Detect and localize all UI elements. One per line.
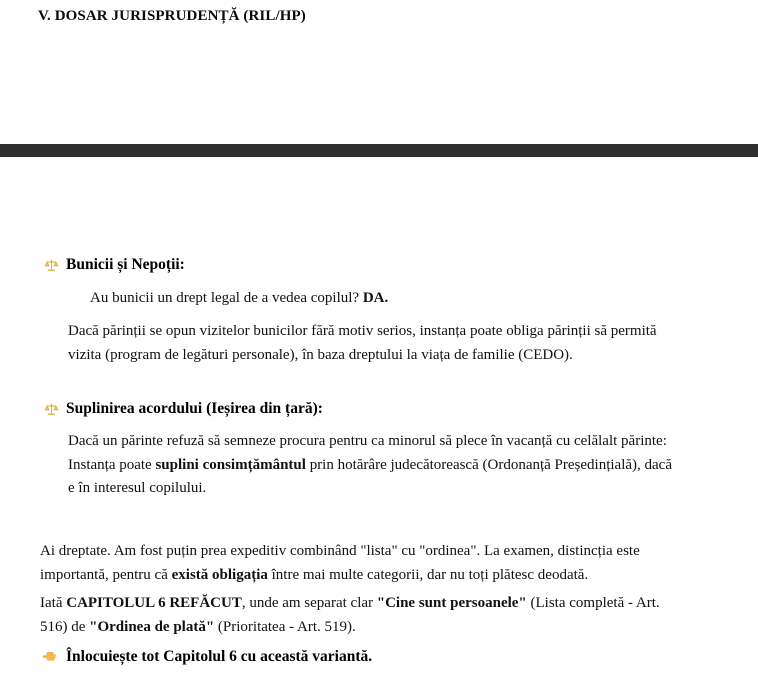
paragraph-lead: Iată xyxy=(40,595,67,611)
section-suplinire xyxy=(44,399,734,419)
paragraph-emphasis: suplini consimțământul xyxy=(155,456,306,473)
section-heading-label: Bunicii și Nepoții: xyxy=(66,256,185,273)
paragraph-emphasis-payment-order: "Ordinea de plată" xyxy=(89,618,215,635)
paragraph-lead: Au bunicii un drept legal de a vedea copilul? xyxy=(90,290,363,306)
paragraph-tail: prin hotărâre judecătorească (Ordonanță Președințială), dacă e în interesul copilului. xyxy=(68,456,673,496)
callout-replace-chapter xyxy=(42,647,372,667)
balance-scale-icon xyxy=(44,399,66,417)
paragraph-lead: Dacă părinții se opun vizitelor bunicilor fără motiv serios, instanța poate obliga părinții să permită vizita (program de legături personale), în baza dreptului la viața de familie (CEDO). xyxy=(68,323,657,363)
paragraph-lead: Dacă un părinte refuză să semneze procura pentru ca minorul să plece în vacanță cu celălalt părinte: Instanța poate xyxy=(68,433,667,473)
paragraph-closing-one xyxy=(40,540,672,587)
paragraph-emphasis-persons: "Cine sunt persoanele" xyxy=(376,595,527,611)
paragraph-tail: (Prioritatea - Art. 519). xyxy=(214,618,356,635)
balance-scale-icon xyxy=(44,255,66,273)
paragraph-grandparents-right xyxy=(90,287,690,311)
paragraph-emphasis: există obligația xyxy=(171,566,268,583)
page-title: V. DOSAR JURISPRUDENȚĂ (RIL/HP) xyxy=(38,8,306,24)
section-heading-row xyxy=(44,399,734,419)
section-heading-row xyxy=(44,255,734,275)
paragraph-mid-one: , unde am separat clar xyxy=(241,595,377,611)
paragraph-tail: între mai multe categorii, dar nu toți plătesc deodată. xyxy=(267,566,589,583)
pointing-right-hand-icon xyxy=(42,647,66,664)
paragraph-mid-two: (Lista completă - Art. 516) de xyxy=(40,595,660,635)
paragraph-emphasis-chapter: CAPITOLUL 6 REFĂCUT xyxy=(66,595,242,611)
paragraph-suplinire-body xyxy=(68,430,672,501)
paragraph-closing-two xyxy=(40,592,680,639)
section-bunici xyxy=(44,255,734,275)
paragraph-lead: Ai dreptate. Am fost puțin prea expeditiv combinând "lista" cu "ordinea". La examen, distincția este importantă, pentru că xyxy=(40,543,640,583)
section-divider-band xyxy=(0,144,758,157)
section-heading-label: Suplinirea acordului (Ieșirea din țară): xyxy=(66,400,323,417)
callout-label: Înlocuiește tot Capitolul 6 cu această variantă. xyxy=(66,648,373,665)
paragraph-emphasis: DA. xyxy=(362,290,389,306)
paragraph-grandparents-visits xyxy=(68,320,676,367)
